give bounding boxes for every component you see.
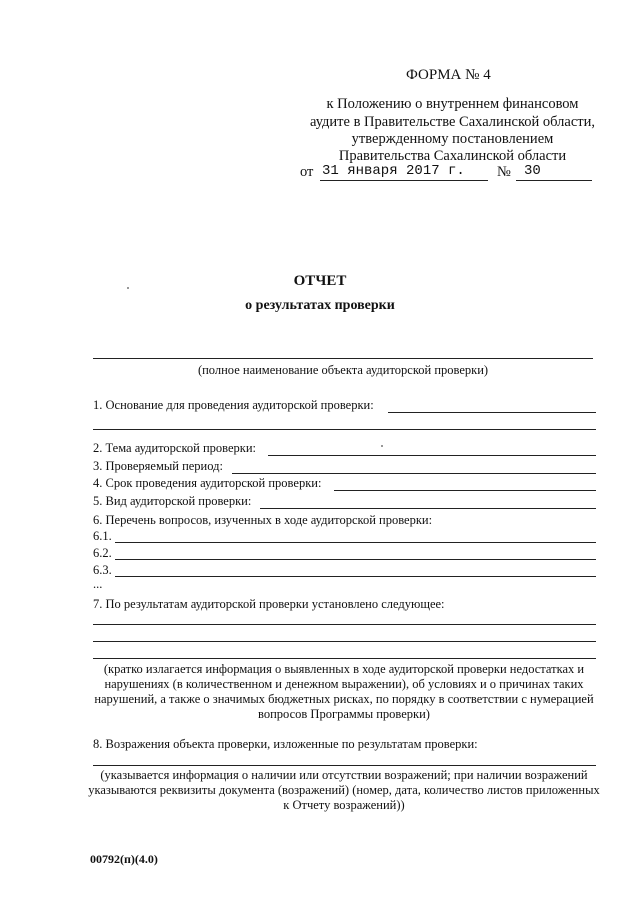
results-note: (кратко излагается информация о выявленных в ходе аудиторской проверки недостатках и нарушениях (в количественном и денежном выражении), об условиях и о причинах таких нарушений, а также о значимых бюджетных рисках, по порядку в соответствии с нумерацией вопросов Программы проверки) [94,662,594,721]
number-value: 30 [524,163,541,179]
basis-line-2 [93,429,596,430]
item-results: 7. По результатам аудиторской проверки установлено следующее: [93,597,445,611]
question-1-line [115,542,596,543]
results-line-1 [93,624,596,625]
question-2-label: 6.2. [93,546,112,560]
questions-ellipsis: ... [93,577,103,591]
topic-line [268,455,596,456]
results-line-2 [93,641,596,642]
type-line [260,508,596,509]
objections-note: (указывается информация о наличии или отсутствии возражений; при наличии возражений указываются реквизиты документа (возражений) (номер, дата, количество листов приложенных к Отчету возражений)) [88,768,600,812]
term-line [334,490,596,491]
basis-line-1 [388,412,596,413]
question-3-line [115,576,596,577]
item-period: 3. Проверяемый период: [93,459,223,473]
item-objections: 8. Возражения объекта проверки, изложенные по результатам проверки: [93,737,478,751]
item-term: 4. Срок проведения аудиторской проверки: [93,476,322,490]
report-title: ОТЧЕТ [293,273,347,289]
period-line [232,473,596,474]
item-questions: 6. Перечень вопросов, изученных в ходе аудиторской проверки: [93,513,433,527]
results-line-3 [93,658,596,659]
objections-line [93,765,596,766]
scan-speck [127,287,129,289]
date-prefix: от [300,164,314,180]
header-line-2: аудите в Правительстве Сахалинской области, [310,114,595,130]
question-2-line [115,559,596,560]
item-topic: 2. Тема аудиторской проверки: [93,441,257,455]
question-1-label: 6.1. [93,529,112,543]
number-underline [516,180,592,181]
date-value: 31 января 2017 г. [322,163,465,179]
question-3-label: 6.3. [93,563,112,577]
header-line-4: Правительства Сахалинской области [338,148,567,164]
item-type: 5. Вид аудиторской проверки: [93,494,252,508]
form-title: ФОРМА № 4 [406,67,491,83]
scan-speck [381,445,383,447]
object-caption: (полное наименование объекта аудиторской проверки) [197,363,489,377]
item-basis: 1. Основание для проведения аудиторской проверки: [93,398,374,412]
date-underline [320,180,488,181]
number-prefix: № [497,164,511,180]
footer-code: 00792(п)(4.0) [90,852,158,866]
header-line-3: утвержденному постановлением [351,131,554,147]
header-line-1: к Положению о внутреннем финансовом [326,96,579,112]
object-name-line [93,358,593,359]
report-subtitle: о результатах проверки [245,298,395,313]
